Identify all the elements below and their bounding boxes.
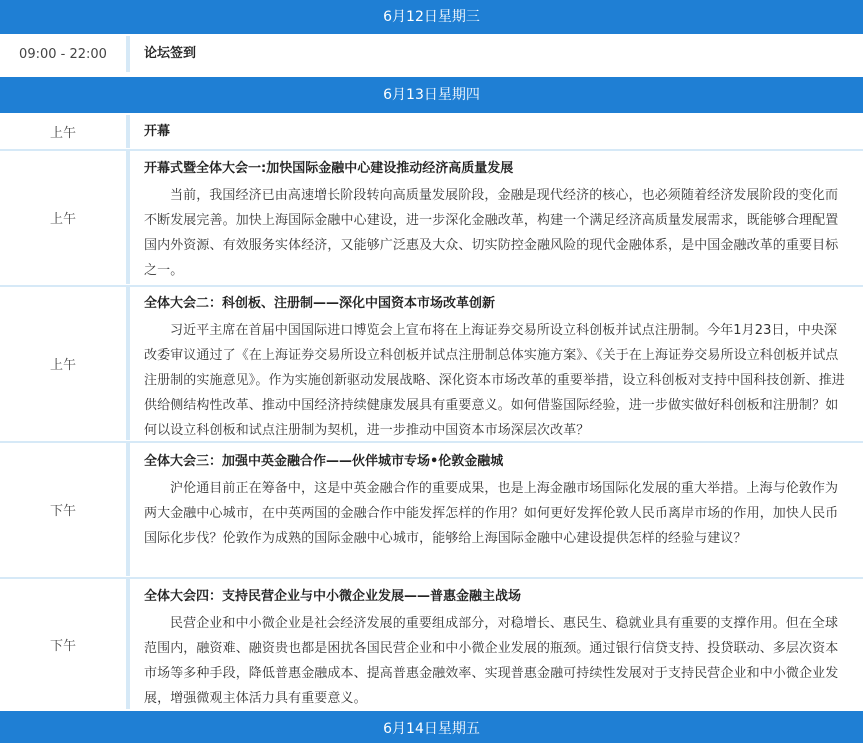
session-time: 上午 <box>49 126 76 141</box>
column-divider <box>126 36 130 72</box>
session-title: 全体大会四：支持民营企业与中小微企业发展——普惠金融主战场 <box>144 589 522 604</box>
day-header-june-13: 6月13日星期四 <box>0 77 863 113</box>
column-divider <box>126 579 130 709</box>
column-divider <box>126 151 130 284</box>
session-title: 全体大会二：科创板、注册制——深化中国资本市场改革创新 <box>144 296 496 311</box>
schedule-row-checkin <box>0 36 863 72</box>
column-divider <box>126 287 130 440</box>
column-divider <box>126 443 130 576</box>
session-description: 习近平主席在首届中国国际进口博览会上宣布将在上海证券交易所设立科创板并试点注册制。今年1月23日，中央深改委审议通过了《在上海证券交易所设立科创板并试点注册制总体实施方案》、《关于在上海证券交易所设立科创板并试点注册制的实施意见》。作为实施创新驱动发展战略、深化资本市场改革的重要举措，设立科创板对支持中国科技创新、推进供给侧结构性改革、推动中国经济持续健康发展具有重要意义。如何借鉴国际经验，进一步做实做好科创板和注册制？如何以设立科创板和试点注册制为契机，进一步推动中国资本市场深层次改革？ <box>144 323 845 438</box>
day-header-june-12: 6月12日星期三 <box>0 0 863 34</box>
schedule-row-plenary-4 <box>0 579 863 709</box>
session-description: 民营企业和中小微企业是社会经济发展的重要组成部分，对稳增长、惠民生、稳就业具有重要的支撑作用。但在全球范围内，融资难、融资贵也都是困扰各国民营企业和中小微企业发展的瓶颈。通过银行信贷支持、投贷联动、多层次资本市场等多种手段，降低普惠金融成本、提高普惠金融效率、实现普惠金融可持续性发展对于支持民营企业和中小微企业发展，增强微观主体活力具有重要意义。 <box>144 616 839 706</box>
session-description: 当前，我国经济已由高速增长阶段转向高质量发展阶段，金融是现代经济的核心，也必须随着经济发展阶段的变化而不断发展完善。加快上海国际金融中心建设，进一步深化金融改革，构建一个满足经济高质量发展需求，既能够合理配置国内外资源、有效服务实体经济，又能够广泛惠及大众、切实防控金融风险的现代金融体系，是中国金融改革的重要目标之一。 <box>144 188 839 278</box>
schedule-row-plenary-2 <box>0 287 863 440</box>
day-header-june-14: 6月14日星期五 <box>0 711 863 743</box>
session-time: 上午 <box>49 212 76 227</box>
session-title: 开幕 <box>144 123 171 139</box>
schedule-row-plenary-3 <box>0 443 863 576</box>
session-title: 论坛签到 <box>144 46 197 61</box>
session-description: 沪伦通目前正在筹备中，这是中英金融合作的重要成果，也是上海金融市场国际化发展的重大举措。上海与伦敦作为两大金融中心城市，在中英两国的金融合作中能发挥怎样的作用？如何更好发挥伦敦人民币离岸市场的作用，加快人民币国际化步伐？伦敦作为成熟的国际金融中心城市，能够给上海国际金融中心建设提供怎样的经验与建议？ <box>144 481 839 546</box>
column-divider <box>126 115 130 148</box>
session-time: 下午 <box>49 504 76 519</box>
schedule-row-plenary-1 <box>0 151 863 284</box>
session-title: 开幕式暨全体大会一:加快国际金融中心建设推动经济高质量发展 <box>144 161 514 176</box>
session-time: 上午 <box>49 358 76 373</box>
session-time: 09:00 - 22:00 <box>19 46 107 62</box>
schedule-row-opening <box>0 115 863 148</box>
session-title: 全体大会三：加强中英金融合作——伙伴城市专场•伦敦金融城 <box>144 454 504 469</box>
session-time: 下午 <box>49 638 76 654</box>
